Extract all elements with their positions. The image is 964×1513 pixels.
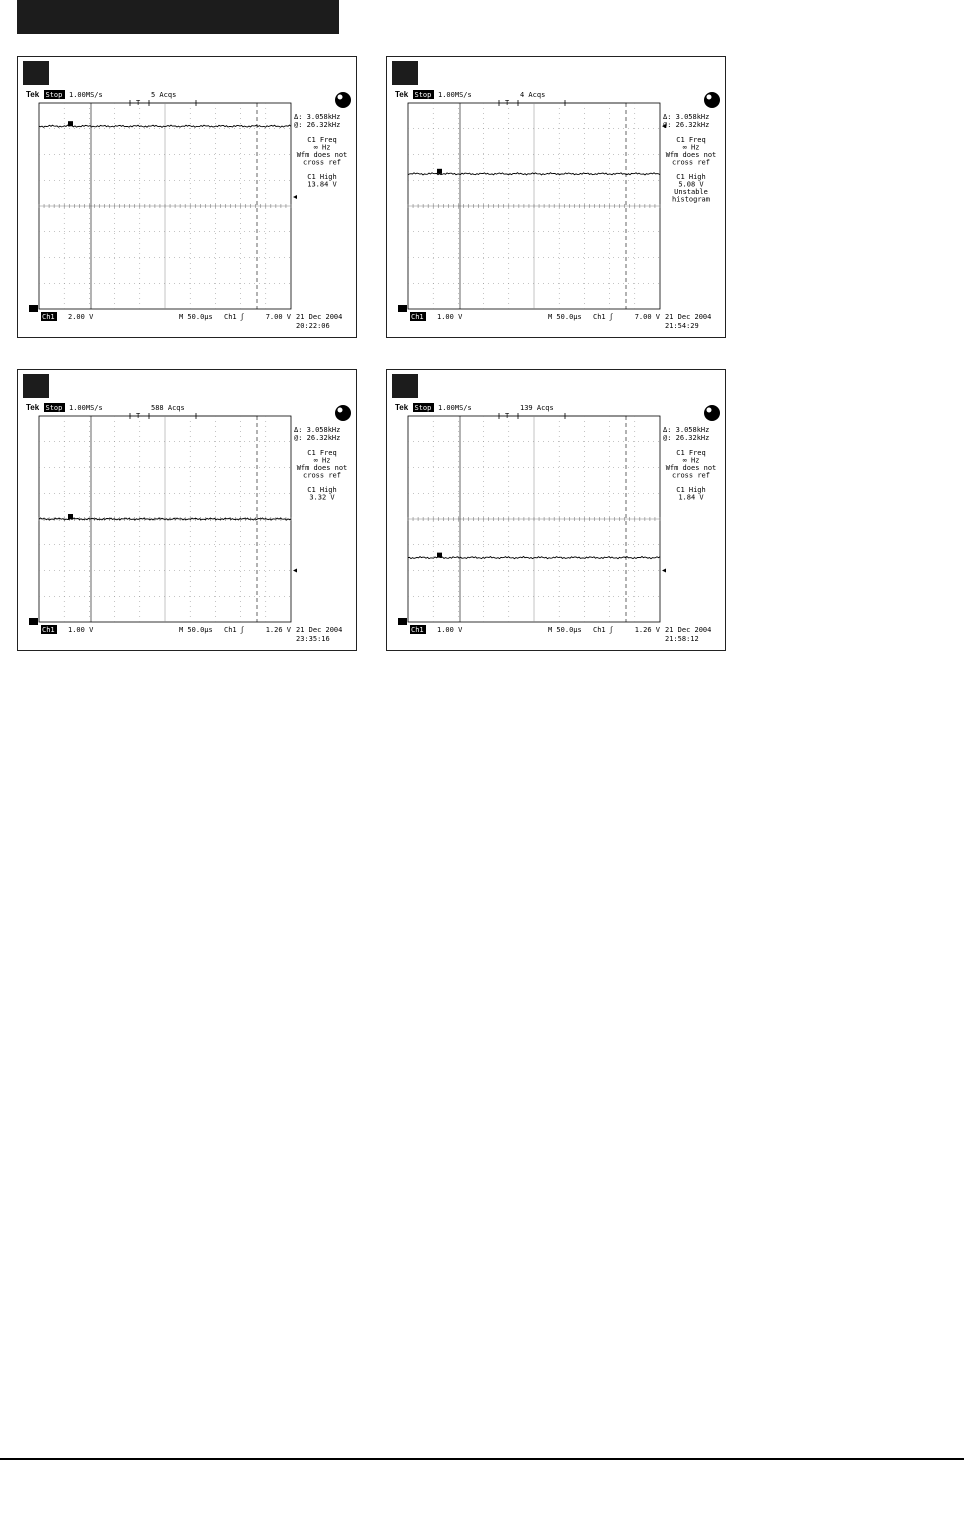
measurement-2-line: C1 High [307,486,337,494]
channel-ground-marker [398,618,407,625]
brand-label: Tek [26,403,40,412]
trigger-time-marker [437,553,442,558]
trigger-level: 1.26 V [265,626,291,634]
trigger-time-marker [68,514,73,519]
channel-scale: 1.00 V [68,626,94,634]
channel-label: Ch1 [411,313,424,321]
trigger-source: Ch1 [224,626,237,634]
measurement-1-line: C1 Freq [307,449,337,457]
sample-rate: 1.00MS/s [69,91,103,99]
timebase: M 50.0µs [179,626,213,634]
brand-label: Tek [395,403,409,412]
brand-label: Tek [395,90,409,99]
measurement-1-line: Wfm does not [665,464,717,472]
measurement-2-line: C1 High [676,486,706,494]
measurement-1-line: Wfm does not [296,151,348,159]
trigger-time-marker [68,121,73,126]
trigger-level-arrow [293,569,297,573]
trigger-level: 1.26 V [634,626,660,634]
header-bar [17,0,339,34]
cursor-position-readout: @: 26.32kHz [663,121,710,129]
graticule-grid [408,416,660,622]
cursor-position-readout: @: 26.32kHz [294,434,341,442]
measurement-1-line: cross ref [672,158,710,167]
acquisition-state: Stop [45,91,63,99]
run-status-icon [704,405,720,421]
capture-time: 20:22:06 [296,322,330,330]
trigger-position-marker: T [505,412,510,420]
run-status-icon [335,405,351,421]
trigger-slope-icon: ʃ [240,313,245,321]
footer-rule [0,1458,964,1460]
measurement-1-line: C1 Freq [676,449,706,457]
oscilloscope-screenshot-2 [386,56,726,338]
measurement-2-line: histogram [672,195,710,204]
measurement-1-line: ∞ Hz [313,456,331,465]
measurement-2-line: 13.84 V [307,180,337,189]
channel-scale: 1.00 V [437,626,463,634]
acquisition-state: Stop [414,91,432,99]
trigger-slope-icon: ʃ [240,626,245,634]
measurement-1-line: ∞ Hz [682,143,700,152]
acquisition-count: 5 Acqs [151,91,177,99]
trigger-time-marker [437,169,442,174]
measurement-2-line: 5.08 V [678,180,704,189]
cursor-delta-readout: Δ: 3.058kHz [663,426,710,434]
measurement-2-line: Unstable [674,188,708,196]
measurement-1-line: Wfm does not [296,464,348,472]
capture-time: 21:58:12 [665,635,699,643]
measurement-1-line: ∞ Hz [313,143,331,152]
capture-date: 21 Dec 2004 [296,626,343,634]
run-status-icon [335,92,351,108]
measurement-1-line: ∞ Hz [682,456,700,465]
trigger-source: Ch1 [224,313,237,321]
measurement-1-line: cross ref [303,158,341,167]
channel-scale: 1.00 V [437,313,463,321]
trigger-slope-icon: ʃ [609,626,614,634]
cursor-delta-readout: Δ: 3.058kHz [294,426,341,434]
acquisition-count: 588 Acqs [151,404,185,412]
trigger-level-arrow [662,569,666,573]
channel-ground-marker [29,618,38,625]
channel-label: Ch1 [42,313,55,321]
measurement-1-line: C1 Freq [307,136,337,144]
acquisition-count: 4 Acqs [520,91,546,99]
trigger-source: Ch1 [593,313,606,321]
measurement-1-line: Wfm does not [665,151,717,159]
trigger-position-marker: T [136,99,141,107]
oscilloscope-screenshot-4 [386,369,726,651]
measurement-1-line: C1 Freq [676,136,706,144]
channel-ground-marker [29,305,38,312]
cursor-delta-readout: Δ: 3.058kHz [663,113,710,121]
oscilloscope-screenshot-1 [17,56,357,338]
timebase: M 50.0µs [548,313,582,321]
capture-date: 21 Dec 2004 [665,626,712,634]
timebase: M 50.0µs [179,313,213,321]
measurement-2-line: C1 High [307,173,337,181]
oscilloscope-screenshot-3 [17,369,357,651]
channel-label: Ch1 [42,626,55,634]
acquisition-count: 139 Acqs [520,404,554,412]
channel-label: Ch1 [411,626,424,634]
run-status-icon [704,92,720,108]
sample-rate: 1.00MS/s [438,404,472,412]
measurement-2-line: 3.32 V [309,493,335,502]
channel-ground-marker [398,305,407,312]
measurement-2-line: 1.84 V [678,493,704,502]
trigger-level: 7.00 V [265,313,291,321]
acquisition-state: Stop [414,404,432,412]
sample-rate: 1.00MS/s [69,404,103,412]
trigger-level-arrow [293,195,297,199]
trigger-source: Ch1 [593,626,606,634]
graticule-grid [408,103,660,309]
trigger-level: 7.00 V [634,313,660,321]
trigger-slope-icon: ʃ [609,313,614,321]
trigger-position-marker: T [136,412,141,420]
timebase: M 50.0µs [548,626,582,634]
measurement-1-line: cross ref [303,471,341,480]
acquisition-state: Stop [45,404,63,412]
cursor-delta-readout: Δ: 3.058kHz [294,113,341,121]
graticule-grid [39,103,291,309]
capture-date: 21 Dec 2004 [665,313,712,321]
measurement-2-line: C1 High [676,173,706,181]
capture-time: 21:54:29 [665,322,699,330]
brand-label: Tek [26,90,40,99]
measurement-1-line: cross ref [672,471,710,480]
channel-scale: 2.00 V [68,313,94,321]
cursor-position-readout: @: 26.32kHz [663,434,710,442]
cursor-position-readout: @: 26.32kHz [294,121,341,129]
capture-date: 21 Dec 2004 [296,313,343,321]
sample-rate: 1.00MS/s [438,91,472,99]
trigger-position-marker: T [505,99,510,107]
capture-time: 23:35:16 [296,635,330,643]
